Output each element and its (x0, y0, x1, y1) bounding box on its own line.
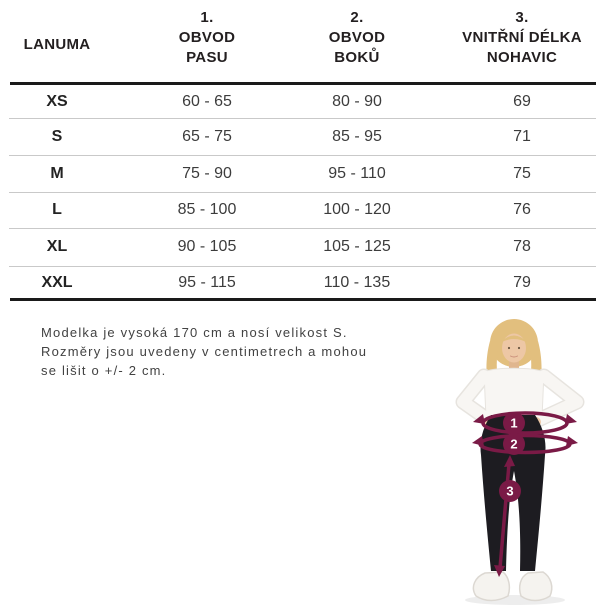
note-line-3: se lišit o +/- 2 cm. (41, 363, 167, 378)
table-bottom-rule (10, 298, 596, 301)
marker-3-label: 3 (506, 483, 514, 499)
col-header-waist (179, 8, 236, 68)
inseam-cell: 69 (513, 92, 531, 110)
waist-cell: 75 - 90 (182, 164, 232, 182)
inseam-cell: 71 (513, 127, 531, 145)
col-header-waist-number: 1. (200, 9, 214, 26)
waist-cell: 90 - 105 (177, 238, 237, 255)
row-separator (9, 155, 596, 156)
inseam-cell: 75 (513, 164, 531, 182)
note-line-2: Rozměry jsou uvedeny v centimetrech a mohou (41, 344, 368, 359)
row-separator (9, 266, 596, 267)
model-note (41, 323, 367, 380)
col-header-hips-line1: OBVOD (328, 29, 386, 46)
waist-cell: 95 - 115 (178, 273, 236, 291)
model-photo (435, 315, 605, 607)
size-cell: L (52, 201, 62, 218)
size-cell: XS (46, 92, 68, 110)
col-header-hips-line2: BOKŮ (334, 49, 380, 66)
hips-cell: 95 - 110 (328, 164, 386, 182)
table-top-rule (10, 82, 596, 85)
waist-cell: 60 - 65 (182, 92, 232, 110)
row-separator (9, 228, 596, 229)
col-header-inseam-line2: NOHAVIC (486, 49, 558, 66)
col-header-hips-number: 2. (350, 9, 364, 26)
hips-cell: 100 - 120 (323, 201, 391, 218)
hips-cell: 85 - 95 (332, 127, 382, 145)
inseam-cell: 79 (513, 273, 531, 291)
row-separator (9, 192, 596, 193)
waist-cell: 85 - 100 (177, 201, 237, 218)
col-header-hips (329, 8, 386, 68)
col-header-inseam (462, 8, 582, 68)
note-line-1: Modelka je vysoká 170 cm a nosí velikost S. (41, 325, 348, 340)
brand-name: LANUMA (23, 35, 91, 53)
hips-cell: 105 - 125 (323, 238, 391, 255)
col-header-waist-line2: PASU (186, 49, 228, 66)
hips-cell: 80 - 90 (332, 92, 382, 110)
inseam-cell: 78 (513, 238, 531, 255)
marker-2-label: 2 (510, 436, 518, 452)
inseam-cell: 76 (513, 201, 531, 218)
hips-cell: 110 - 135 (323, 273, 391, 291)
waist-cell: 65 - 75 (182, 127, 232, 145)
size-cell: XXL (41, 273, 73, 291)
col-header-inseam-line1: VNITŘNÍ DÉLKA (462, 29, 582, 46)
size-cell: S (51, 127, 63, 145)
row-separator (9, 118, 596, 119)
col-header-inseam-number: 3. (515, 9, 529, 26)
size-cell: XL (46, 238, 68, 255)
col-header-waist-line1: OBVOD (178, 29, 236, 46)
size-cell: M (50, 164, 64, 182)
marker-1-label: 1 (510, 415, 518, 431)
